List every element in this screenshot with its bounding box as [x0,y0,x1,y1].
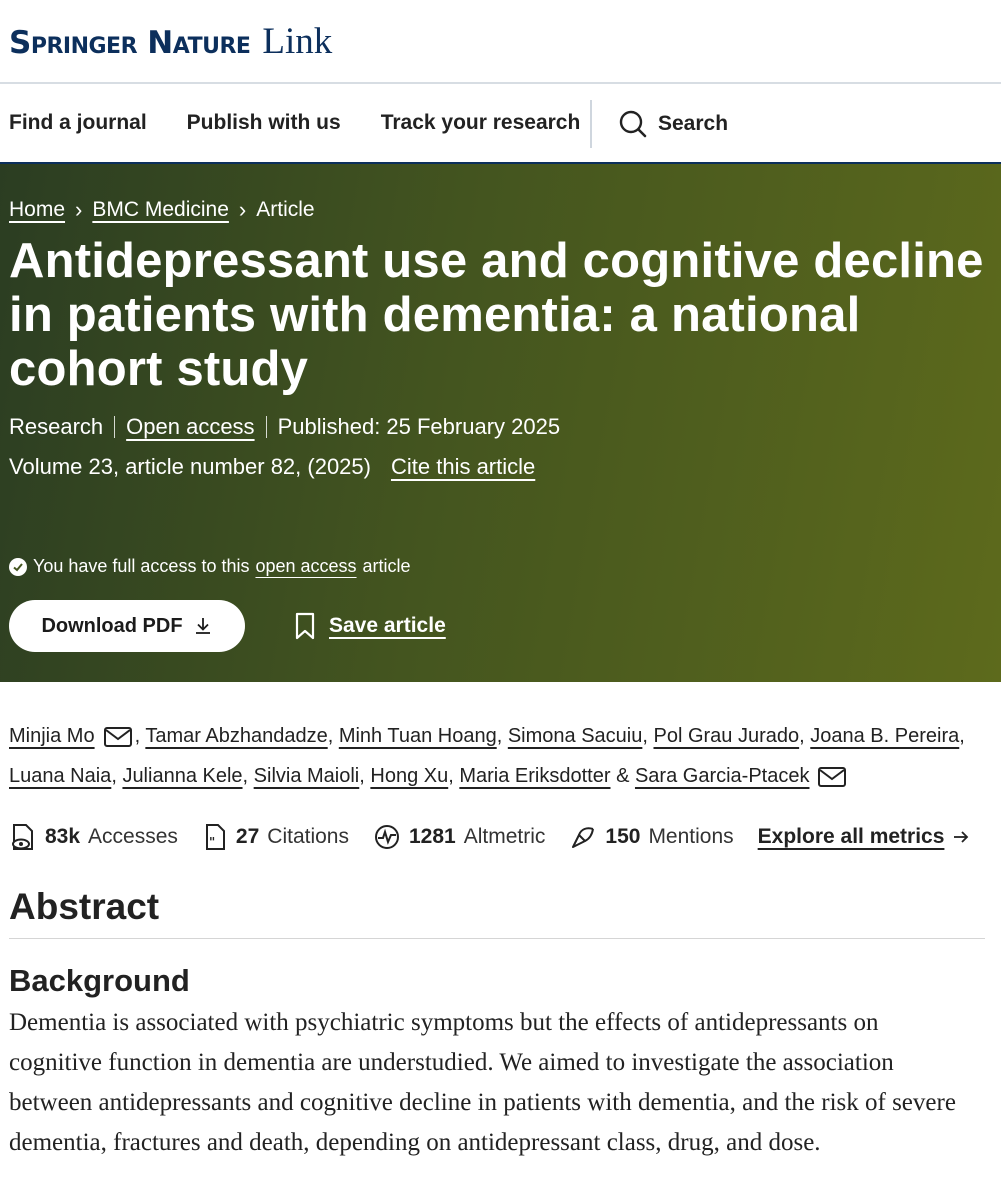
explore-metrics-link[interactable] [758,825,971,849]
accesses-label: Accesses [88,825,178,848]
author-separator: , [134,725,141,747]
metric-altmetric [373,823,545,851]
access-notice-suffix: article [362,556,411,576]
envelope-icon[interactable] [817,766,847,788]
meta-divider [266,416,267,438]
envelope-icon[interactable] [103,726,133,748]
author-separator: , [327,725,334,747]
article-title: Antidepressant use and cognitive decline in patients with dementia: a national cohort study [9,234,984,396]
author-link[interactable]: Minjia Mo [9,725,95,747]
author-link[interactable]: Pol Grau Jurado [653,725,800,747]
search-button[interactable] [618,84,728,164]
download-icon [193,616,213,636]
springer-nature-link-logo[interactable] [9,20,332,63]
search-icon [618,109,648,139]
arrow-right-icon [952,829,970,845]
brand-header [0,0,1001,84]
metric-mentions [569,823,733,851]
nav-track-research[interactable]: Track your research [380,111,581,134]
author-separator: , [959,725,965,747]
author-separator: , [359,765,365,787]
article-metrics [0,822,1001,852]
abstract-heading: Abstract [9,886,985,939]
background-heading: Background [9,963,190,998]
svg-text:": " [208,835,216,849]
save-article-button[interactable] [293,611,446,641]
author-link[interactable]: Simona Sacuiu [507,725,643,747]
access-notice-link[interactable]: open access [255,556,357,576]
author-separator: , [496,725,503,747]
nav-publish-with-us[interactable]: Publish with us [186,111,341,134]
author-separator: , [448,765,454,787]
author-separator: , [242,765,249,787]
author-link[interactable]: Silvia Maioli [253,765,360,787]
published-date: Published: 25 February 2025 [277,414,561,439]
article-actions [9,600,446,652]
mentions-label: Mentions [648,825,734,848]
background-text: Dementia is associated with psychiatric symptoms but the effects of antidepressants on cognitive function in dementia are understudied. We aimed to investigate the association between antidepressants and cognitive decline in patients with dementia, and the risk of severe dementia, fractures and death, depending on antidepressant class, drug, and dose. [9,1009,956,1156]
mentions-icon [569,823,597,851]
open-access-link[interactable]: Open access [126,414,255,439]
author-link[interactable]: Hong Xu [370,765,449,787]
author-link[interactable]: Sara Garcia-Ptacek [634,765,810,787]
download-pdf-label: Download PDF [41,614,183,637]
accesses-icon [9,822,37,852]
nav-divider [590,100,592,148]
citations-icon [202,822,228,852]
citations-value: 27 [235,825,260,848]
metric-citations [202,822,349,852]
breadcrumb-home[interactable]: Home [9,198,66,221]
access-notice [9,556,411,577]
accesses-value: 83k [45,825,81,848]
article-type: Research [9,414,104,439]
main-nav [0,84,1001,164]
article-citation-line [9,454,992,480]
save-article-label: Save article [329,614,446,637]
breadcrumb [9,198,992,222]
breadcrumb-journal[interactable]: BMC Medicine [92,198,229,221]
author-separator: , [111,765,117,787]
metric-accesses [9,822,178,852]
author-list [0,682,980,796]
cite-article-link[interactable]: Cite this article [390,454,536,479]
download-pdf-button[interactable] [9,600,245,652]
brand-product: Link [262,20,333,62]
explore-metrics-label: Explore all metrics [757,825,945,848]
author-link[interactable]: Maria Eriksdotter [459,765,611,787]
author-link[interactable]: Luana Naia [9,765,112,787]
author-separator: , [642,725,648,747]
volume-info: Volume 23, article number 82, (2025) [9,454,371,479]
author-separator-and: & [616,765,630,787]
bookmark-icon [293,611,317,641]
search-label: Search [658,112,729,135]
nav-find-journal[interactable]: Find a journal [9,111,147,134]
author-link[interactable]: Joana B. Pereira [810,725,960,747]
breadcrumb-current: Article [256,198,315,221]
author-link[interactable]: Minh Tuan Hoang [338,725,497,747]
mentions-value: 150 [605,825,641,848]
altmetric-label: Altmetric [463,825,546,848]
altmetric-value: 1281 [408,825,456,848]
check-circle-icon [9,558,27,576]
article-hero [0,164,1001,682]
meta-divider [114,416,115,438]
author-link[interactable]: Julianna Kele [122,765,243,787]
brand-name: Springer Nature [9,24,251,61]
chevron-right-icon: › [238,197,247,222]
article-meta [9,414,992,440]
altmetric-icon [373,823,401,851]
citations-label: Citations [267,825,349,848]
access-notice-prefix: You have full access to this [33,556,250,576]
author-separator: , [799,725,805,747]
author-link[interactable]: Tamar Abzhandadze [145,725,328,747]
chevron-right-icon: › [75,197,83,222]
